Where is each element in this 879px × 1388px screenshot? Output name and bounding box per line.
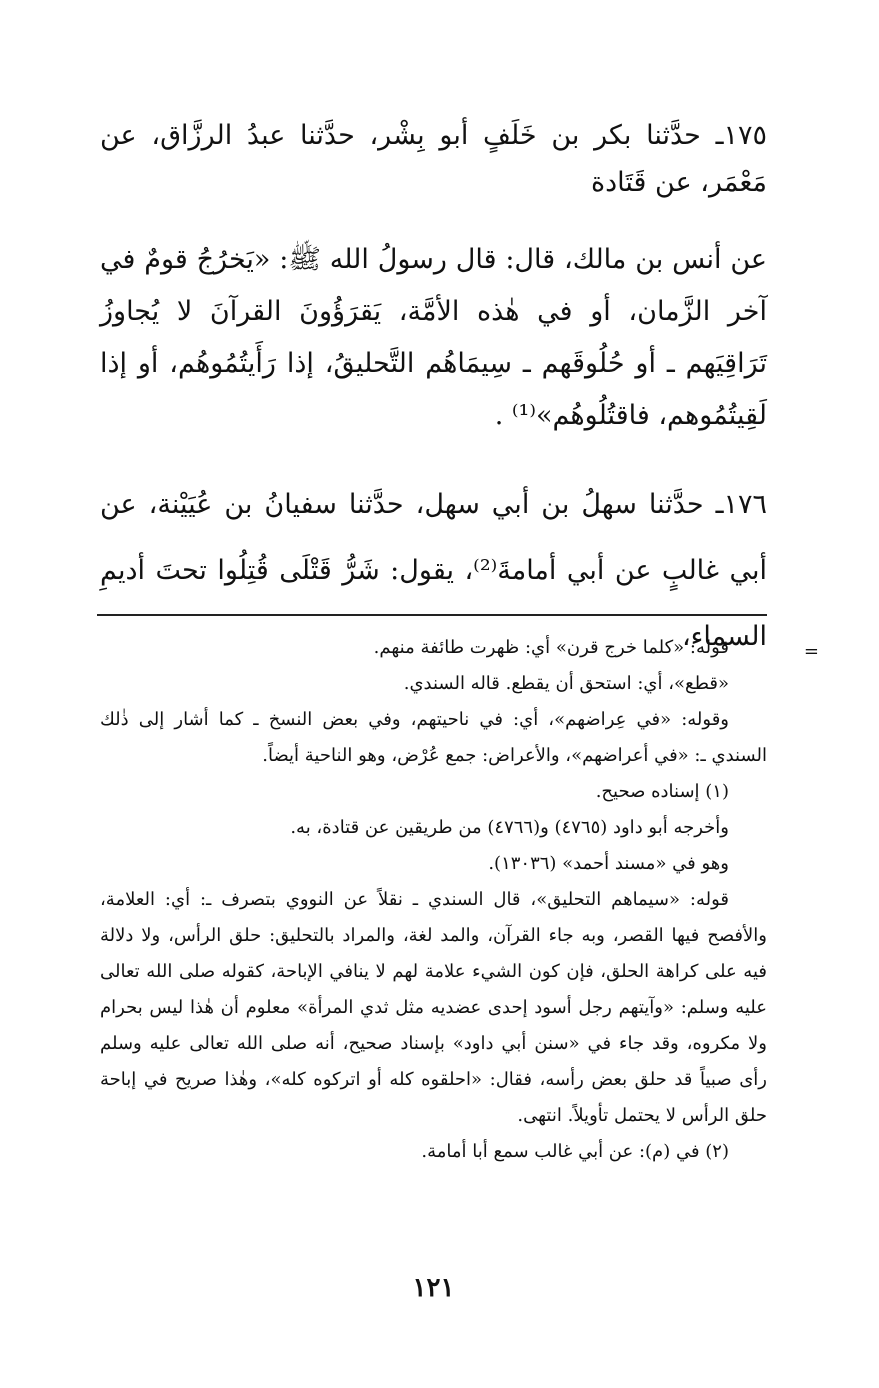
footnote-continuation-mark: = [803,641,819,662]
footnote-separator [97,614,767,616]
footnote-line: قوله: «سيماهم التحليق»، قال السندي ـ نقلاً عن النووي بتصرف ـ: أي: العلامة، والأفصح فيها القصر، وبه جاء القرآن، والمد لغة، والمراد بالتحليق: حلق الرأس، ولا دلالة فيه على كراهة الحلق، فإن كون الشيء علامة لهم لا ينافي الإباحة، كقوله صلى الله تعالى عليه وسلم: «وآيتهم رجل أسود إحدى عضديه مثل ثدي المرأة» معلوم أن هٰذا ليس بحرام ولا مكروه، وقد جاء في «سنن أبي داود» بإسناد صحيح، أنه صلى الله تعالى عليه وسلم رأى صبياً قد حلق بعض رأسه، فقال: «احلقوه كله أو اتركوه كله»، وهٰذا صريح في إباحة حلق الرأس لا يحتمل تأويلاً. انتهى. [100,889,767,1126]
footnote-2: (٢) في (م): عن أبي غالب سمع أبا أمامة. [421,1141,729,1162]
page-number: ١٢١ [412,1273,455,1303]
footnote-1: (١) إسناده صحيح. [595,781,729,802]
hadith-175-isnad: ١٧٥ـ حدَّثنا بكر بن خَلَفٍ أبو بِشْر، حدَّثنا عبدُ الرزَّاق، عن مَعْمَر، عن قَتَادة [100,120,767,198]
hadith-176: ١٧٦ـ حدَّثنا سهلُ بن أبي سهل، حدَّثنا سفيانُ بن عُيَيْنة، عن أبي غالبٍ عن أبي أمامةَ⁽²⁾، يقول: شَرُّ قَتْلَى قُتِلُوا تحتَ أديمِ السماء، [100,489,767,652]
footnote-line: وهو في «مسند أحمد» (١٣٠٣٦). [488,853,729,874]
footnote-line: وقوله: «في عِراضهم»، أي: في ناحيتهم، وفي بعض النسخ ـ كما أشار إلى ذٰلك السندي ـ: «في أعراضهم»، والأعراض: جمع عُرْض، وهو الناحية أيضاً. [100,709,767,766]
footnote-line: «قطع»، أي: استحق أن يقطع. قاله السندي. [403,673,729,694]
footnote-line: وأخرجه أبو داود (٤٧٦٥) و(٤٧٦٦) من طريقين عن قتادة، به. [290,817,729,838]
hadith-175-matn: عن أنس بن مالك، قال: قال رسولُ الله ﷺ: «يَخرُجُ قومٌ في آخر الزَّمان، أو في هٰذه الأمَّة، يَقرَؤُونَ القرآنَ لا يُجاوزُ تَرَاقِيَهم ـ أو حُلُوقَهم ـ سِيمَاهُم التَّحليقُ، إذا رَأَيتُمُوهُم، أو إذا لَقِيتُمُوهم، فاقتُلُوهُم»⁽¹⁾ . [100,244,767,431]
book-page [100,0,819,1388]
footnote-line: قوله: «كلما خرج قرن» أي: ظهرت طائفة منهم. [373,637,729,658]
footnotes [100,630,767,1170]
